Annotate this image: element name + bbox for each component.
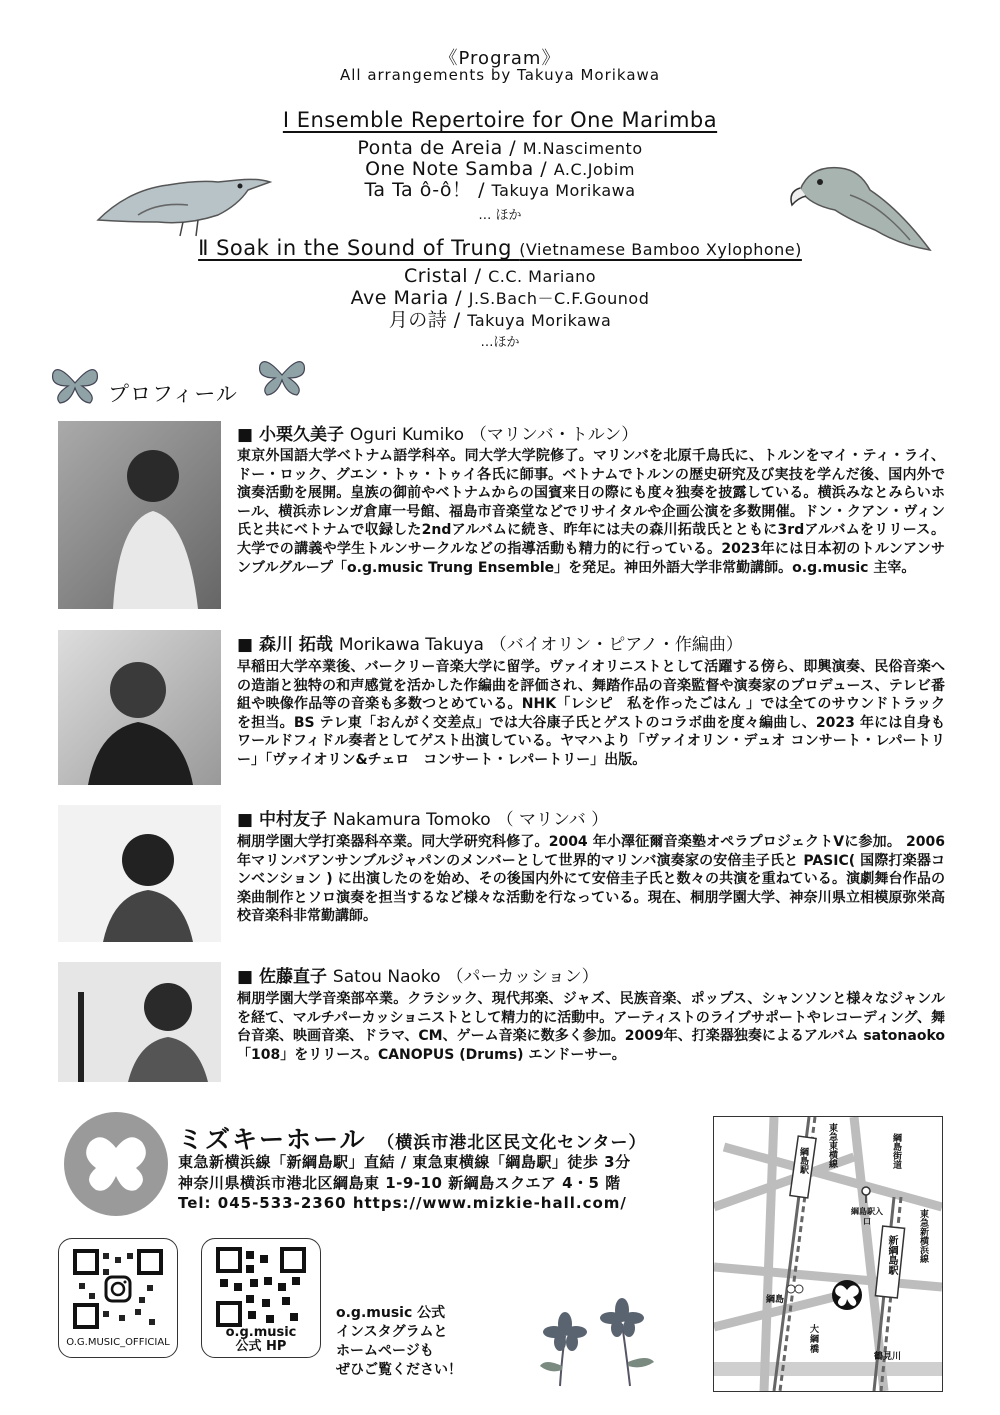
section1-etc: … ほか <box>478 208 522 223</box>
hp-qr-card[interactable] <box>201 1238 321 1358</box>
map-label-tsunashima-station: 綱島駅 <box>798 1147 808 1174</box>
member-role: （パーカッション） <box>446 967 599 987</box>
member-bio: 東京外国語大学ベトナム語学科卒。同大学大学院修了。マリンバを北原千鳥氏に、トルンをマイ・ティ・ライ、ドー・ロック、グエン・トゥ・トゥイ各氏に師事。ベトナムでトルンの歴史研究及び実技を学んだ後、国内外で演奏活動を展開。皇族の御前やベトナムからの国賓来日の際にも度々独奏を披露している。横浜みなとみらいホール、横浜赤レンガ倉庫一号館、福島市音楽堂などでリサイタルや企画公演を多数開催。ドン・クアン・ヴィン氏と共にベトナムで収録した2ndアルバムに続き、昨年には夫の森川拓哉氏とともに3rdアルバムをリリース。大学での講義や学生トルンサークルなどの指導活動も精力的に行っている。2023年には日本初のトルンアンサンブルグループ「o.g.music Trung Ensemble」を発足。神田外語大学非常勤講師。o.g.music 主宰。 <box>237 448 945 576</box>
portrait-silhouette <box>58 421 221 609</box>
piece-title: 月の詩 <box>388 309 448 331</box>
separator: / <box>471 179 492 201</box>
member-name-row <box>237 805 608 830</box>
member-name-row <box>237 962 599 987</box>
map-label-tsurumigawa: 鶴見川 <box>874 1352 902 1362</box>
venue-name-sub: （横浜市港北区民文化センター） <box>377 1133 647 1153</box>
piece-composer: Takuya Morikawa <box>491 181 636 200</box>
hp-qr-label-line2: 公式 HP <box>235 1339 287 1354</box>
member-bio: 桐朋学園大学打楽器科卒業。同大学研究科修了。2004 年小澤征爾音楽塾オペラプロジェクトⅤに参加。 2006 年マリンバアンサンブルジャパンのメンバーとして世界的マリンバ演奏家の安倍圭子氏と PASIC( 国際打楽器コンベンション ) に出演したのを始め、その後国内外にて安倍圭子氏と数々の共演を重ねている。演劇舞台作品の楽曲制作とソロ演奏を担当するなど様々な活動を行なっている。現在、桐朋学園大学、神奈川県立相模原弥栄高校音楽科非常勤講師。 <box>237 834 945 925</box>
venue-contact: Tel: 045-533-2360 https://www.mizkie-hall.com/ <box>178 1194 627 1212</box>
map-label-tsunashima: 綱島 <box>766 1295 785 1305</box>
og-message-line: o.g.music 公式 <box>336 1305 446 1321</box>
member-photo <box>58 962 221 1082</box>
piece-composer: Takuya Morikawa <box>467 311 612 330</box>
member-bio: 桐朋学園大学音楽部卒業。クラシック、現代邦楽、ジャズ、民族音楽、ポップス、シャンソンと様々なジャンルを経て、マルチパーカッショニストとして精力的に活動中。アーティストのライブサポートやレコーディング、舞台音楽、映画音楽、ドラマ、CM、ゲーム音楽に数多く参加。2009年、打楽器独奏によるアルバム satonaoko「108」をリリース。CANOPUS (Drums) エンドーサー。 <box>237 991 945 1063</box>
piece-composer: C.C. Mariano <box>488 267 597 286</box>
flower-illustration <box>530 1296 670 1391</box>
instagram-qr-card[interactable] <box>58 1238 178 1358</box>
separator: / <box>533 158 554 180</box>
map-label-shinyokohama-line: 東急新横浜線 <box>918 1209 928 1263</box>
member-role: （マリンバ・トルン） <box>469 425 639 445</box>
instagram-qr-code[interactable] <box>59 1245 177 1335</box>
og-message-line: インスタグラムと <box>336 1324 448 1340</box>
piece-title: One Note Samba <box>365 158 534 180</box>
map-label-toyoko: 東急東横線 <box>827 1123 837 1168</box>
member-name-en: Oguri Kumiko <box>349 425 464 445</box>
map-label-entrance: 綱島駅入口 <box>851 1207 883 1226</box>
piece-title: Ponta de Areia <box>357 137 503 159</box>
member-name-en: Satou Naoko <box>332 967 441 987</box>
hp-qr-label-line1: o.g.music <box>225 1325 297 1340</box>
member-name-en: Nakamura Tomoko <box>332 810 491 830</box>
piece-row <box>0 309 1000 332</box>
portrait-silhouette <box>58 630 221 785</box>
member-role: （バイオリン・ピアノ・作編曲） <box>489 635 743 655</box>
hp-qr-code[interactable] <box>202 1247 320 1331</box>
member-name-jp: ■ 佐藤直子 <box>237 967 327 987</box>
portrait-silhouette <box>58 962 221 1082</box>
venue-name: ミズキーホール <box>178 1125 367 1154</box>
section2-etc: …ほか <box>480 335 520 350</box>
parrot-right-illustration <box>780 150 950 270</box>
piece-title: Cristal <box>403 265 469 287</box>
program-subtitle: All arrangements by Takuya Morikawa <box>339 66 661 84</box>
venue-access: 東急新横浜線「新綱島駅」直結 / 東急東横線「綱島駅」徒歩 3分 <box>178 1153 631 1171</box>
piece-row <box>0 287 1000 310</box>
venue-address: 神奈川県横浜市港北区綱島東 1-9-10 新綱島スクエア 4・5 階 <box>178 1174 621 1192</box>
piece-composer: M.Nascimento <box>522 139 643 158</box>
access-map[interactable] <box>713 1116 943 1392</box>
member-name-jp: ■ 中村友子 <box>237 810 327 830</box>
member-role: （ マリンバ ） <box>496 810 609 830</box>
map-label-tsunashima-kaido: 綱島街道 <box>891 1133 901 1169</box>
profile-heading: プロフィール <box>108 382 238 406</box>
section1-title: Ⅰ Ensemble Repertoire for One Marimba <box>282 108 718 132</box>
member-name-row <box>237 630 743 655</box>
separator: / <box>447 309 468 331</box>
member-photo <box>58 805 221 942</box>
member-bio: 早稲田大学卒業後、バークリー音楽大学に留学。ヴァイオリニストとして活躍する傍ら、即興演奏、民俗音楽への造詣と独特の和声感覚を活かした作編曲を評価され、舞踏作品の音楽監督や演奏家のプロデュース、テレビ番組や映像作品等の音楽も多数つとめている。NHK「レシピ 私を作ったごはん 」では全てのサウンドトラックを担当。BS テレ東「おんがく交差点」では大谷康子氏とゲストのコラボ曲を度々編曲し、2023 年には自身もワールドフィドル奏者としてゲスト出演している。ヤマハより「ヴァイオリン・デュオ コンサート・レパートリー」「ヴァイオリン&チェロ コンサート・レパートリー」出版。 <box>237 659 945 768</box>
section2-title-note: (Vietnamese Bamboo Xylophone) <box>519 240 802 259</box>
piece-composer: J.S.Bach－C.F.Gounod <box>468 289 650 308</box>
separator: / <box>468 265 489 287</box>
butterfly-icon <box>48 358 103 408</box>
butterfly-icon <box>255 350 310 400</box>
member-name-row <box>237 420 638 445</box>
mizkie-hall-logo <box>62 1110 170 1218</box>
member-photo <box>58 630 221 785</box>
member-name-jp: ■ 小栗久美子 <box>237 425 344 445</box>
og-message <box>336 1304 462 1380</box>
portrait-silhouette <box>58 805 221 942</box>
piece-title: Ave Maria <box>350 287 449 309</box>
map-label-shintsunashima-station: 新綱島駅 <box>886 1235 897 1275</box>
member-name-jp: ■ 森川 拓哉 <box>237 635 333 655</box>
separator: / <box>502 137 523 159</box>
map-label-ootsunabashi: 大綱橋 <box>810 1325 820 1355</box>
separator: / <box>448 287 469 309</box>
section2-title: Ⅱ Soak in the Sound of Trung <box>198 236 512 260</box>
instagram-qr-label: O.G.MUSIC_OFFICIAL <box>66 1337 170 1348</box>
program-title: 《Program》 <box>439 48 561 69</box>
member-photo <box>58 421 221 609</box>
bird-left-illustration <box>88 160 278 240</box>
piece-title: Ta Ta ô-ô！ <box>364 179 472 201</box>
member-name-en: Morikawa Takuya <box>338 635 484 655</box>
og-message-line: ホームページも <box>336 1343 434 1359</box>
piece-composer: A.C.Jobim <box>553 160 635 179</box>
og-message-line: ぜひご覧ください！ <box>336 1362 462 1378</box>
